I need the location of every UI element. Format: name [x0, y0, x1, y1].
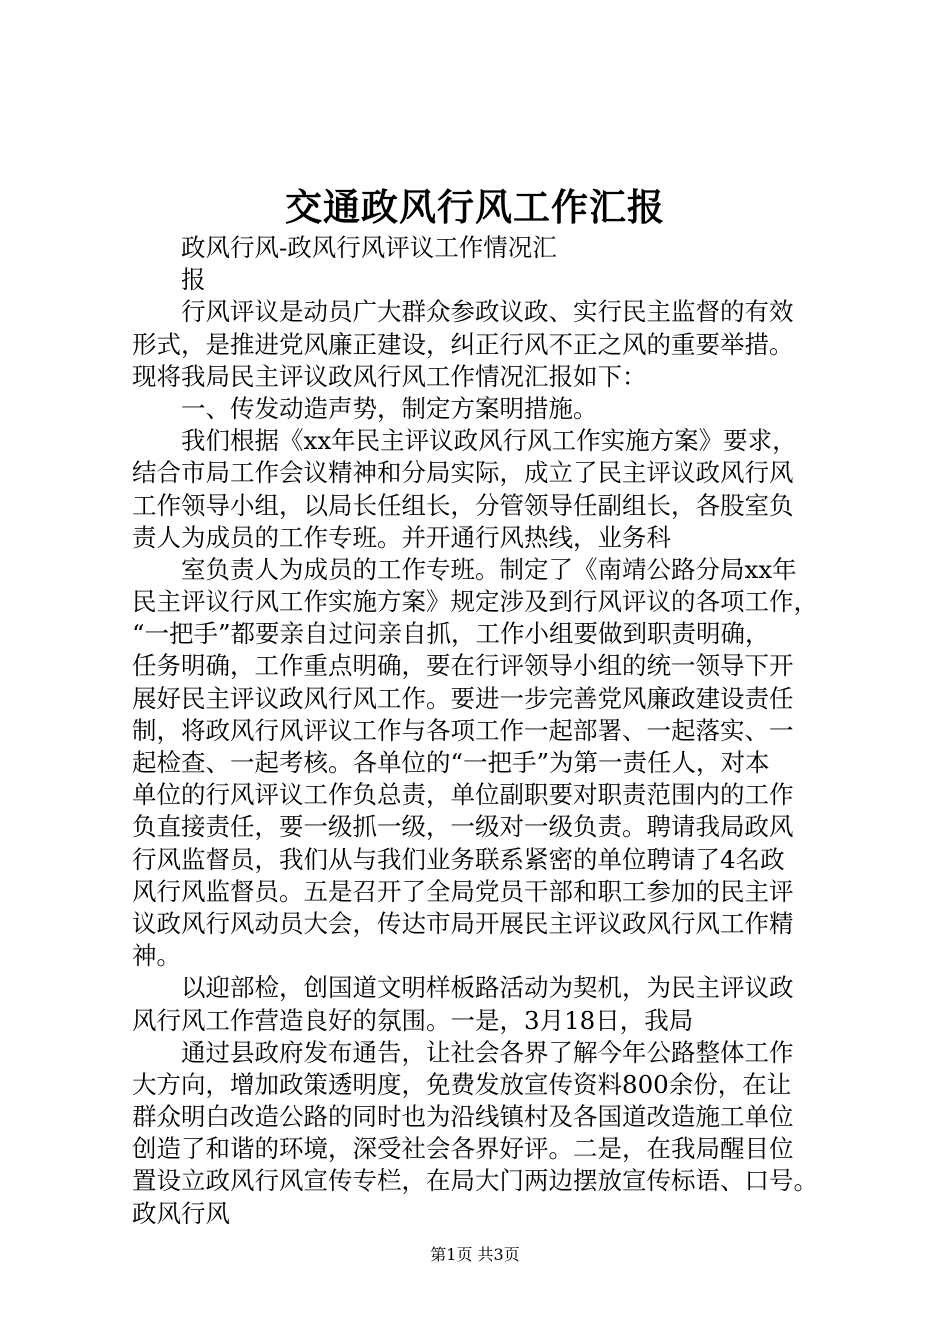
text-line: 政风行风: [132, 1198, 230, 1228]
text-line: 行风评议是动员广大群众参政议政、实行民主监督的有效: [181, 297, 794, 327]
text-line: 风行风监督员。五是召开了全局党员干部和职工参加的民主评: [132, 876, 794, 906]
text-line: 风行风工作营造良好的氛围。一是，3月18日，我局: [132, 1005, 694, 1035]
text-line: 一、传发动造声势，制定方案明措施。: [181, 393, 598, 423]
text-line: 创造了和谐的环境，深受社会各界好评。二是，在我局醒目位: [132, 1134, 794, 1164]
text-line: 大方向，增加政策透明度，免费发放宣传资料800余份，在让: [132, 1069, 792, 1099]
text-line: 工作领导小组，以局长任组长，分管领导任副组长，各股室负: [132, 490, 794, 520]
text-line: 形式，是推进党风廉正建设，纠正行风不正之风的重要举措。: [132, 329, 794, 359]
text-line: 神。: [132, 941, 181, 971]
text-line: 议政风行风动员大会，传达市局开展民主评议政风行风工作精: [132, 908, 794, 938]
text-line: 行风监督员，我们从与我们业务联系紧密的单位聘请了4名政: [132, 844, 785, 874]
text-line: 置设立政风行风宣传专栏，在局大门两边摆放宣传标语、口号。: [132, 1166, 818, 1196]
text-line: 责人为成员的工作专班。并开通行风热线，业务科: [132, 522, 671, 552]
text-line: 现将我局民主评议政风行风工作情况汇报如下：: [132, 361, 647, 391]
document-title: 交通政风行风工作汇报: [285, 185, 665, 229]
text-line: 展好民主评议政风行风工作。要进一步完善党风廉政建设责任: [132, 683, 794, 713]
page-footer: 第1页 共3页: [430, 1245, 520, 1264]
text-line: 室负责人为成员的工作专班。制定了《南靖公路分局xx年: [181, 554, 797, 584]
text-line: 制，将政风行风评议工作与各项工作一起部署、一起落实、一: [132, 715, 794, 745]
text-line: 任务明确，工作重点明确，要在行评领导小组的统一领导下开: [132, 651, 794, 681]
text-line: 以迎部检，创国道文明样板路活动为契机，为民主评议政: [181, 973, 794, 1003]
text-line: 民主评议行风工作实施方案》规定涉及到行风评议的各项工作，: [132, 587, 818, 617]
text-line: 通过县政府发布通告，让社会各界了解今年公路整体工作: [181, 1037, 794, 1067]
text-line: 群众明白改造公路的同时也为沿线镇村及各国道改造施工单位: [132, 1102, 794, 1132]
text-line: 负直接责任，要一级抓一级，一级对一级负责。聘请我局政风: [132, 812, 794, 842]
text-line: 我们根据《xx年民主评议政风行风工作实施方案》要求，: [181, 426, 797, 456]
text-line: 单位的行风评议工作负总责，单位副职要对职责范围内的工作: [132, 780, 794, 810]
document-body: [132, 232, 842, 1230]
text-line: “一把手”都要亲自过问亲自抓，工作小组要做到职责明确，: [132, 619, 770, 649]
text-line: 结合市局工作会议精神和分局实际，成立了民主评议政风行风: [132, 458, 794, 488]
text-line: 报: [181, 265, 206, 295]
text-line: 政风行风-政风行风评议工作情况汇: [181, 233, 557, 262]
text-line: 起检查、一起考核。各单位的“一把手”为第一责任人，对本: [132, 748, 770, 777]
